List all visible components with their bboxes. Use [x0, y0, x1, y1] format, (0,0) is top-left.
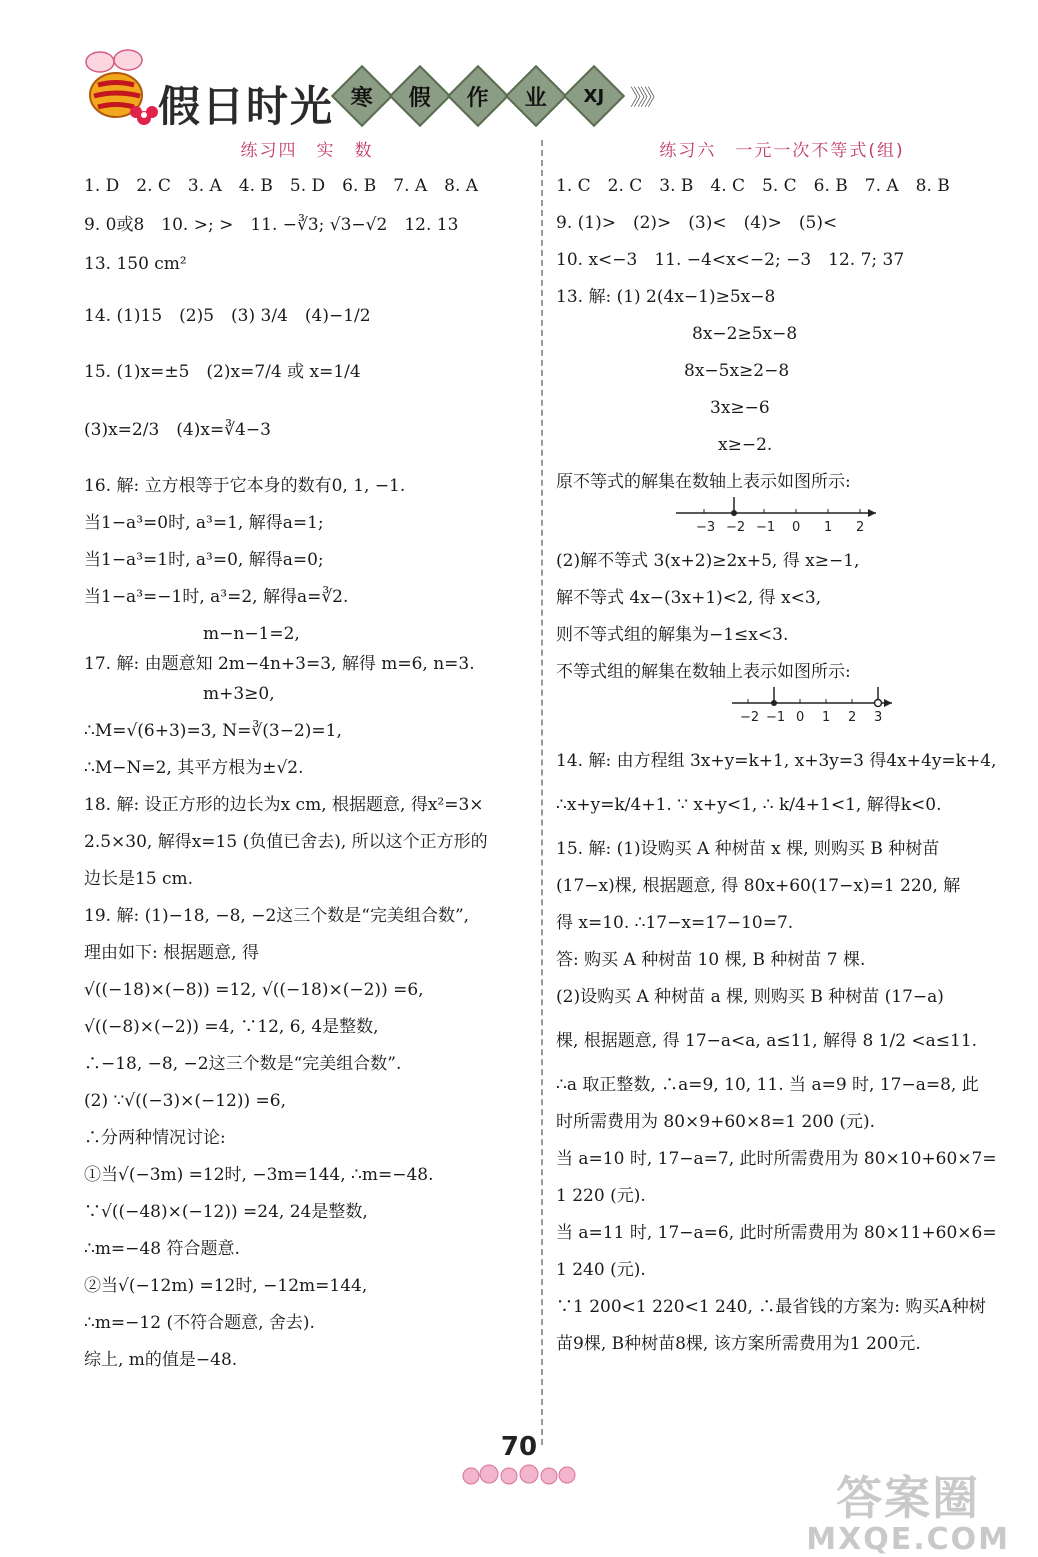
answer-line: 17. 解: 由题意知 2m−4n+3=3, 解得 m=6, n=3.: [84, 654, 475, 674]
answer-line: 棵, 根据题意, 得 17−a<a, a≤11, 解得 8 1/2 <a≤11.: [556, 1031, 978, 1051]
answer-line: (17−x)棵, 根据题意, 得 80x+60(17−x)=1 220, 解: [556, 876, 961, 896]
answer-line: 19. 解: (1)−18, −8, −2这三个数是“完美组合数”,: [84, 906, 470, 926]
answer-line: (3)x=2/3 (4)x=∛4−3: [84, 420, 271, 440]
left-column: [84, 136, 530, 1371]
answer-line: ∵1 200<1 220<1 240, ∴最省钱的方案为: 购买A种树: [556, 1297, 986, 1317]
header-tiles: [340, 74, 662, 118]
answer-line: 原不等式的解集在数轴上表示如图所示:: [556, 472, 851, 492]
bee-flower-logo-icon: [78, 40, 158, 130]
answer-line: ∴分两种情况讨论:: [84, 1128, 226, 1148]
answer-line: 则不等式组的解集为−1≤x<3.: [556, 625, 789, 645]
answer-line: 当 a=11 时, 17−a=6, 此时所需费用为 80×11+60×6=: [556, 1223, 997, 1243]
answer-line: 3x≥−6: [710, 398, 770, 418]
number-line-1: [556, 497, 1008, 541]
tick-label: 3: [874, 710, 883, 725]
answer-line: (2)解不等式 3(x+2)≥2x+5, 得 x≥−1,: [556, 551, 860, 571]
column-divider: [541, 140, 543, 1445]
tick-label: 0: [796, 710, 805, 725]
watermark-logo: [806, 1462, 1010, 1557]
header-tile: 业: [505, 65, 567, 127]
answer-line: m+3≥0,: [84, 684, 275, 704]
answer-line: 1. D 2. C 3. A 4. B 5. D 6. B 7. A 8. A: [84, 176, 479, 196]
answer-line: √((−8)×(−2)) =4, ∵12, 6, 4是整数,: [84, 1017, 379, 1037]
answer-line: (2) ∵√((−3)×(−12)) =6,: [84, 1091, 286, 1111]
flower-border-icon: [459, 1462, 579, 1488]
answer-line: 当1−a³=−1时, a³=2, 解得a=∛2.: [84, 587, 349, 607]
answer-line: 当1−a³=1时, a³=0, 解得a=0;: [84, 550, 324, 570]
tick-label: −3: [696, 520, 716, 535]
answer-line: 时所需费用为 80×9+60×8=1 200 (元).: [556, 1112, 876, 1132]
answer-line: √((−18)×(−8)) =12, √((−18)×(−2)) =6,: [84, 980, 424, 1000]
answer-line: ∵√((−48)×(−12)) =24, 24是整数,: [84, 1202, 368, 1222]
tick-label: 2: [848, 710, 857, 725]
answer-line: 苗9棵, B种树苗8棵, 该方案所需费用为1 200元.: [556, 1334, 921, 1354]
tick-label: −2: [726, 520, 746, 535]
tick-label: 2: [856, 520, 865, 535]
tick-label: −1: [756, 520, 776, 535]
answer-line: 10. x<−3 11. −4<x<−2; −3 12. 7; 37: [556, 250, 905, 270]
answer-line: 理由如下: 根据题意, 得: [84, 943, 259, 963]
number-line-2: [556, 687, 1008, 731]
answer-line: 不等式组的解集在数轴上表示如图所示:: [556, 662, 851, 682]
section-title: 练习六 一元一次不等式(组): [659, 141, 905, 161]
tick-label: −1: [766, 710, 786, 725]
answer-line: 1. C 2. C 3. B 4. C 5. C 6. B 7. A 8. B: [556, 176, 950, 196]
answer-line: (2)设购买 A 种树苗 a 棵, 则购买 B 种树苗 (17−a): [556, 987, 944, 1007]
answer-line: ∴m=−48 符合题意.: [84, 1239, 240, 1259]
header-title: 假日时光: [158, 82, 335, 131]
answer-line: 边长是15 cm.: [84, 869, 194, 889]
answer-line: x≥−2.: [718, 435, 773, 455]
answer-line: ∴−18, −8, −2这三个数是“完美组合数”.: [84, 1054, 402, 1074]
tick-label: 0: [792, 520, 801, 535]
watermark-domain: MXQE.COM: [806, 1522, 1010, 1557]
header-tile: 作: [447, 65, 509, 127]
tick-label: −2: [740, 710, 760, 725]
answer-line: 答: 购买 A 种树苗 10 棵, B 种树苗 7 棵.: [556, 950, 866, 970]
answer-line: 13. 解: (1) 2(4x−1)≥5x−8: [556, 287, 776, 307]
answer-line: 1 240 (元).: [556, 1260, 646, 1280]
answer-line: m−n−1=2,: [84, 624, 300, 644]
answer-line: 14. (1)15 (2)5 (3) 3/4 (4)−1/2: [84, 306, 371, 326]
answer-line: ①当√(−3m) =12时, −3m=144, ∴m=−48.: [84, 1165, 434, 1185]
answer-line: 14. 解: 由方程组 3x+y=k+1, x+3y=3 得4x+4y=k+4,: [556, 751, 997, 771]
header-tile: 寒: [331, 65, 393, 127]
answer-line: 当1−a³=0时, a³=1, 解得a=1;: [84, 513, 324, 533]
answer-line: 18. 解: 设正方形的边长为x cm, 根据题意, 得x²=3×: [84, 795, 484, 815]
section-title: 练习四 实 数: [240, 141, 374, 161]
answer-line: 9. 0或8 10. >; > 11. −∛3; √3−√2 12. 13: [84, 215, 459, 235]
header-tile: 假: [389, 65, 451, 127]
page-number: 70: [500, 1432, 538, 1462]
tick-label: 1: [822, 710, 831, 725]
answer-line: 得 x=10. ∴17−x=17−10=7.: [556, 913, 794, 933]
watermark-text: 答案圈: [836, 1471, 981, 1525]
answer-line: ∴x+y=k/4+1. ∵ x+y<1, ∴ k/4+1<1, 解得k<0.: [556, 795, 942, 815]
answer-line: 1 220 (元).: [556, 1186, 646, 1206]
answer-line: ∴a 取正整数, ∴a=9, 10, 11. 当 a=9 时, 17−a=8, 此: [556, 1075, 979, 1095]
answer-line: 综上, m的值是−48.: [84, 1350, 238, 1370]
answer-line: ②当√(−12m) =12时, −12m=144,: [84, 1276, 368, 1296]
right-column: [556, 136, 1008, 1355]
answer-line: ∴m=−12 (不符合题意, 舍去).: [84, 1313, 315, 1333]
answer-line: 解不等式 4x−(3x+1)<2, 得 x<3,: [556, 588, 822, 608]
answer-line: 2.5×30, 解得x=15 (负值已舍去), 所以这个正方形的: [84, 832, 488, 852]
answer-line: 8x−2≥5x−8: [692, 324, 798, 344]
answer-line: 9. (1)> (2)> (3)< (4)> (5)<: [556, 213, 838, 233]
answer-line: 8x−5x≥2−8: [684, 361, 790, 381]
answer-line: 当 a=10 时, 17−a=7, 此时所需费用为 80×10+60×7=: [556, 1149, 997, 1169]
page-header: [70, 30, 663, 131]
answer-line: 13. 150 cm²: [84, 254, 187, 274]
answer-line: 15. (1)x=±5 (2)x=7/4 或 x=1/4: [84, 362, 361, 382]
chevron-icon: 》》》: [630, 85, 663, 111]
answer-line: ∴M=√(6+3)=3, N=∛(3−2)=1,: [84, 721, 342, 741]
answer-line: 16. 解: 立方根等于它本身的数有0, 1, −1.: [84, 476, 406, 496]
answer-line: 15. 解: (1)设购买 A 种树苗 x 棵, 则购买 B 种树苗: [556, 839, 940, 859]
answer-line: ∴M−N=2, 其平方根为±√2.: [84, 758, 304, 778]
header-tile: XJ: [563, 65, 625, 127]
tick-label: 1: [824, 520, 833, 535]
